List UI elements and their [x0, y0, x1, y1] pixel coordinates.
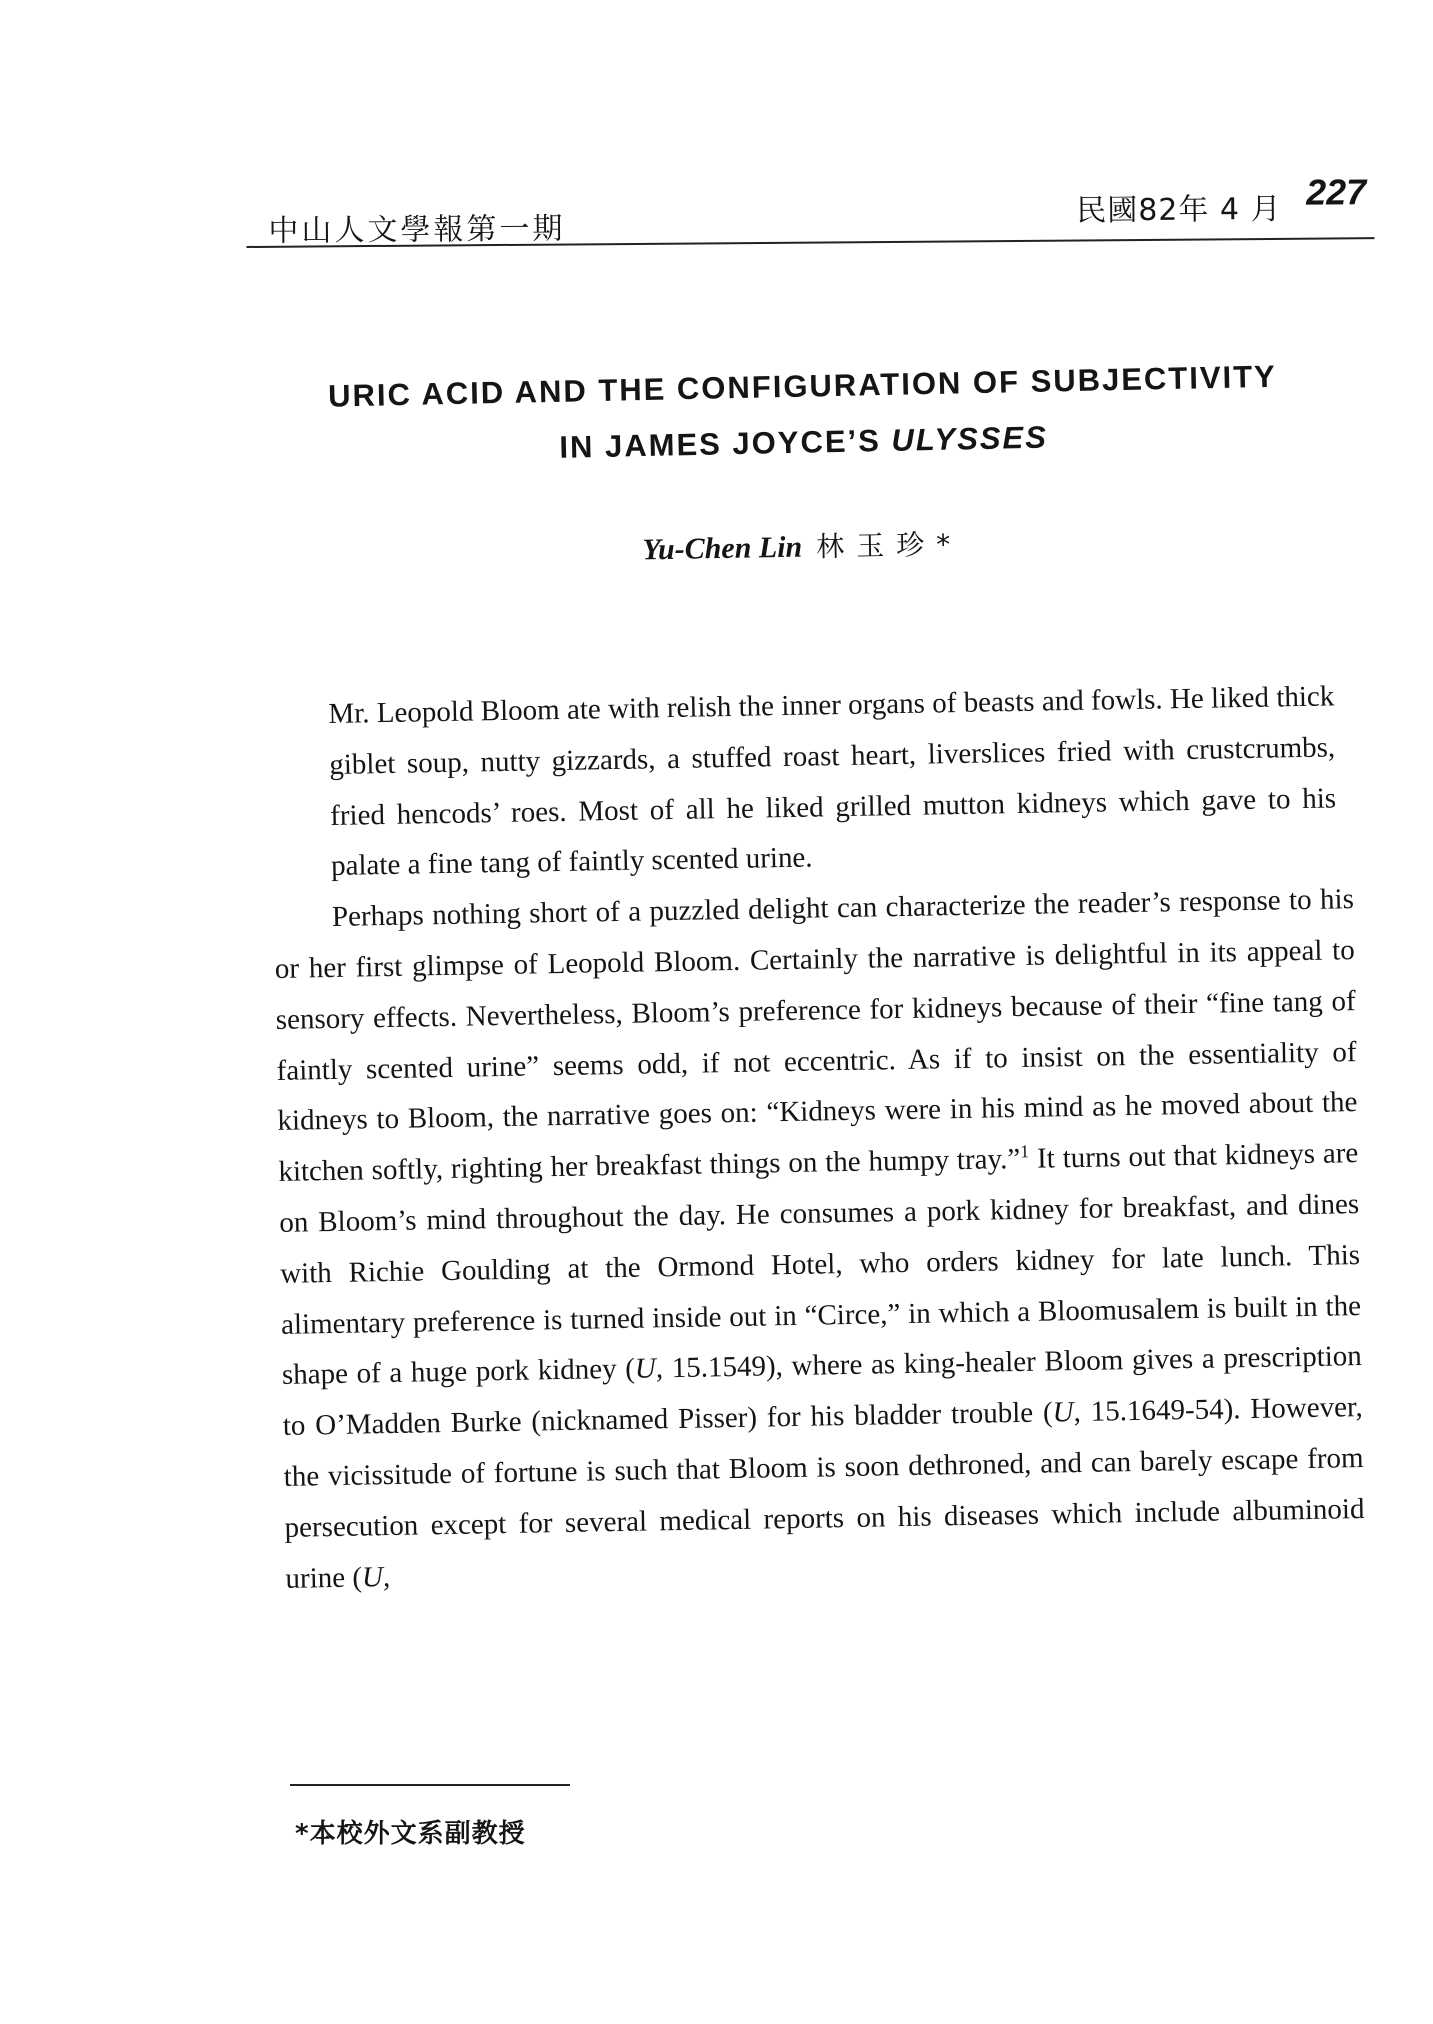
article-title: [262, 347, 1344, 482]
paragraph-text-3: , 15.1549), where as king-healer Bloom gives a prescription to O’Madden Burke (nicknamed Pisser) for his bladder trouble (: [282, 1340, 1363, 1443]
title-line-2-text: IN JAMES JOYCE’S: [559, 422, 892, 465]
citation-u: U: [361, 1560, 384, 1594]
author-name: Yu-Chen Lin: [642, 530, 803, 567]
journal-name: 中山人文學報第一期: [268, 211, 566, 249]
footnote-text: *本校外文系副教授: [295, 1819, 526, 1849]
paragraph-text-5: ,: [382, 1560, 391, 1593]
paragraph-text-2: It turns out that kidneys are on Bloom’s mind throughout the day. He consumes a pork kidney for breakfast, and dines with Richie Goulding at the Ormond Hotel, who orders kidney for late lunch. This alimentary preference is turned inside out in “Circe,” in which a Bloomusalem is built in the shape of a huge pork kidney (: [279, 1137, 1362, 1392]
footnote-rule: [290, 1784, 570, 1786]
publication-date: 民國82年 4 月: [1076, 191, 1282, 229]
page-number: 227: [1305, 171, 1367, 213]
body-paragraph: [274, 874, 1366, 1604]
paragraph-text-4: , 15.1649-54). However, the vicissitude of fortune is such that Bloom is soon dethroned, and can barely escape from persecution except for several medical reports on his diseases which include albuminoid urine (: [283, 1391, 1365, 1595]
running-header: [246, 171, 1375, 256]
citation-u: U: [1052, 1396, 1074, 1429]
citation-u: U: [634, 1352, 657, 1386]
author-chinese-name: 林玉珍*: [815, 527, 963, 564]
epigraph-quote: Mr. Leopold Bloom ate with relish the inner organs of beasts and fowls. He liked thick giblet soup, nutty gizzards, a stuffed roast heart, liverslices fried with crustcrumbs, fried hencods’ roes. Most of all he liked grilled mutton kidneys which gave to his palate a fine tang of faintly scented urine.: [328, 680, 1337, 883]
article-body: [270, 671, 1366, 1604]
paragraph-text-1: Perhaps nothing short of a puzzled delight can characterize the reader’s response to his or her first glimpse of Leopold Bloom. Certainly the narrative is delightful in its appeal to sensory effects. Nevertheless, Bloom’s preference for kidneys because of their “fine tang of faintly scented urine” seems odd, if not eccentric. As if to insist on the essentiality of kidneys to Bloom, the narrative goes on: “Kidneys were in his mind as he moved about the kitchen softly, righting her breakfast things on the humpy tray.”: [274, 883, 1358, 1189]
footnote-reference: 1: [1019, 1141, 1030, 1162]
title-line-1: URIC ACID AND THE CONFIGURATION OF SUBJECTIVITY: [327, 358, 1278, 414]
author-byline: [262, 516, 1343, 575]
title-italic-ulysses: ULYSSES: [891, 419, 1049, 458]
